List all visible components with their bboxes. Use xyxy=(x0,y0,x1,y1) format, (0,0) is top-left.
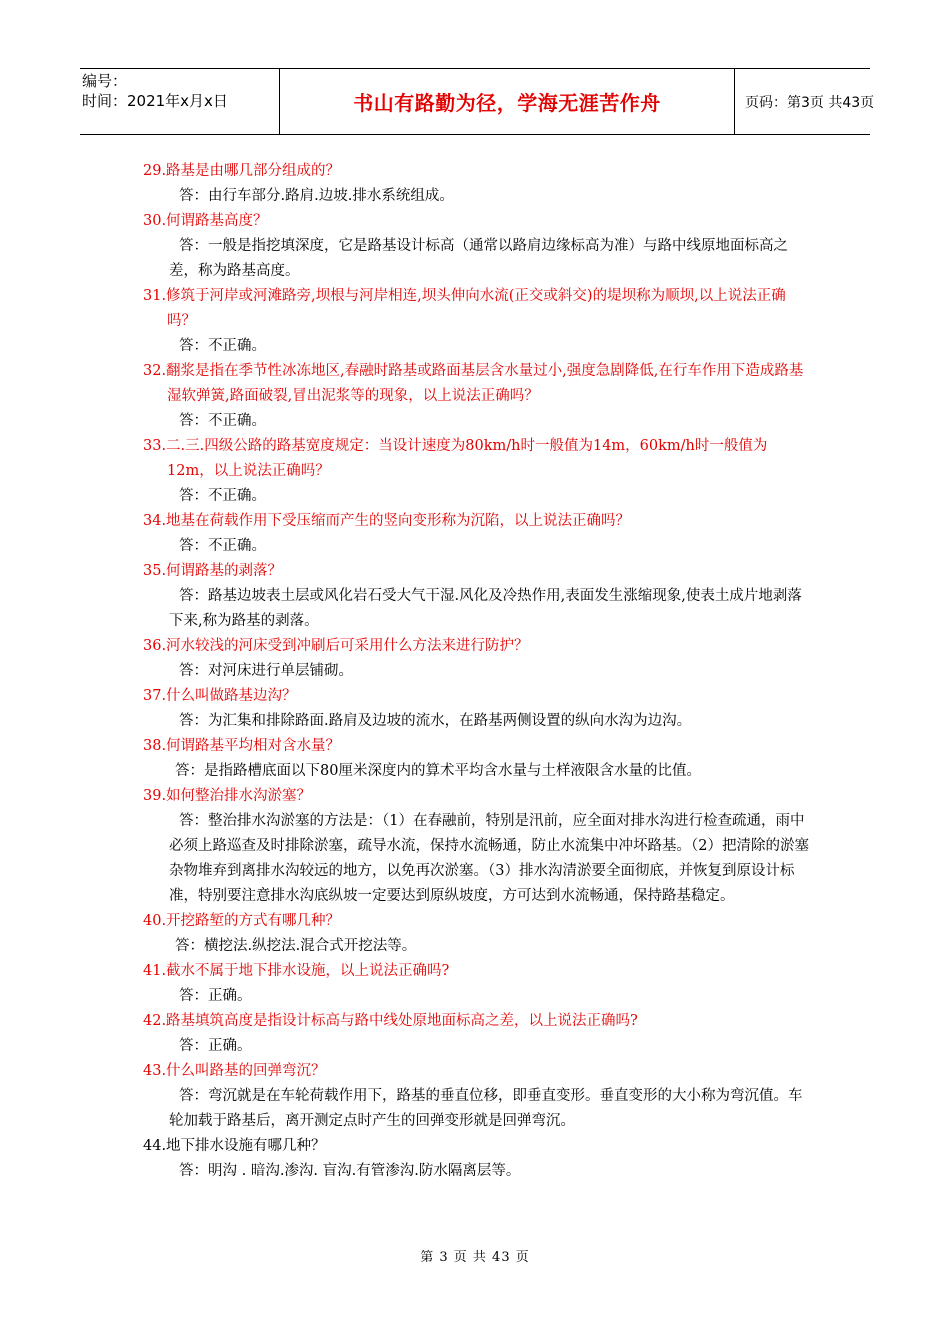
document-date-label: 时间：2021年x月x日 xyxy=(82,92,228,110)
answer-38: 答：是指路槽底面以下80厘米深度内的算术平均含水量与土样液限含水量的比值。 xyxy=(175,763,701,779)
answer-36: 答：对河床进行单层铺砌。 xyxy=(179,663,353,679)
question-32: 32.翻浆是指在季节性冰冻地区,春融时路基或路面基层含水量过小,强度急剧降低,在行车作用下造成路基湿软弹簧,路面破裂,冒出泥浆等的现象，以上说法正确吗？ xyxy=(143,363,804,404)
header-page-cell xyxy=(735,69,875,134)
answer-34: 答：不正确。 xyxy=(179,538,266,554)
question-37: 37.什么叫做路基边沟？ xyxy=(143,688,297,704)
page-header xyxy=(80,68,875,135)
answer-32: 答：不正确。 xyxy=(179,413,266,429)
question-29: 29.路基是由哪几部分组成的？ xyxy=(143,163,341,179)
answer-31: 答：不正确。 xyxy=(179,338,266,354)
question-30: 30.何谓路基高度？ xyxy=(143,213,268,229)
answer-33: 答：不正确。 xyxy=(179,488,266,504)
answer-44: 答：明沟 . 暗沟.渗沟. 盲沟.有管渗沟.防水隔离层等。 xyxy=(179,1163,521,1179)
answer-37: 答：为汇集和排除路面.路肩及边坡的流水，在路基两侧设置的纵向水沟为边沟。 xyxy=(179,713,692,729)
question-33: 33.二.三.四级公路的路基宽度规定：当设计速度为80km/h时一般值为14m，60km/h时一般值为12m，以上说法正确吗？ xyxy=(143,438,768,479)
question-31: 31.修筑于河岸或河滩路旁,坝根与河岸相连,坝头伸向水流(正交或斜交)的堤坝称为顺坝,以上说法正确吗？ xyxy=(143,288,786,329)
answer-29: 答：由行车部分.路肩.边坡.排水系统组成。 xyxy=(179,188,454,204)
answer-39: 答：整治排水沟淤塞的方法是：（1）在春融前，特别是汛前，应全面对排水沟进行检查疏通，雨中必须上路巡查及时排除淤塞，疏导水流，保持水流畅通，防止水流集中冲坏路基。（2）把清除的淤塞杂物堆弃到离排水沟较远的地方，以免再次淤塞。（3）排水沟清淤要全面彻底，并恢复到原设计标准，特别要注意排水沟底纵坡一定要达到原纵坡度，方可达到水流畅通，保持路基稳定。 xyxy=(169,813,809,904)
question-41: 41.截水不属于地下排水设施，以上说法正确吗? xyxy=(143,963,450,979)
header-left-cell xyxy=(80,69,280,134)
qa-list xyxy=(143,159,813,1184)
document-number-label: 编号： xyxy=(82,72,128,90)
answer-35: 答：路基边坡表土层或风化岩石受大气干湿.风化及冷热作用,表面发生涨缩现象,使表土成片地剥落下来,称为路基的剥落。 xyxy=(169,588,802,629)
answer-43: 答：弯沉就是在车轮荷载作用下，路基的垂直位移，即垂直变形。垂直变形的大小称为弯沉值。车轮加载于路基后，离开测定点时产生的回弹变形就是回弹弯沉。 xyxy=(169,1088,803,1129)
question-42: 42.路基填筑高度是指设计标高与路中线处原地面标高之差，以上说法正确吗? xyxy=(143,1013,638,1029)
header-page-label: 页码：第3页 共43页 xyxy=(745,94,875,111)
header-motto-cell xyxy=(280,69,735,134)
answer-40: 答：横挖法.纵挖法.混合式开挖法等。 xyxy=(175,938,417,954)
header-motto: 书山有路勤为径，学海无涯苦作舟 xyxy=(353,91,661,115)
question-39: 39.如何整治排水沟淤塞？ xyxy=(143,788,312,804)
question-34: 34.地基在荷载作用下受压缩而产生的竖向变形称为沉陷，以上说法正确吗？ xyxy=(143,513,631,529)
question-43: 43.什么叫路基的回弹弯沉？ xyxy=(143,1063,326,1079)
question-40: 40.开挖路堑的方式有哪几种？ xyxy=(143,913,341,929)
page-footer: 第 3 页 共 43 页 xyxy=(420,1250,530,1265)
answer-42: 答：正确。 xyxy=(179,1038,252,1054)
question-35: 35.何谓路基的剥落？ xyxy=(143,563,283,579)
question-36: 36.河水较浅的河床受到冲刷后可采用什么方法来进行防护？ xyxy=(143,638,529,654)
question-38: 38.何谓路基平均相对含水量？ xyxy=(143,738,341,754)
answer-30: 答：一般是指挖填深度，它是路基设计标高（通常以路肩边缘标高为准）与路中线原地面标高之差，称为路基高度。 xyxy=(169,238,788,279)
answer-41: 答：正确。 xyxy=(179,988,252,1004)
question-44: 44.地下排水设施有哪几种？ xyxy=(143,1138,326,1154)
